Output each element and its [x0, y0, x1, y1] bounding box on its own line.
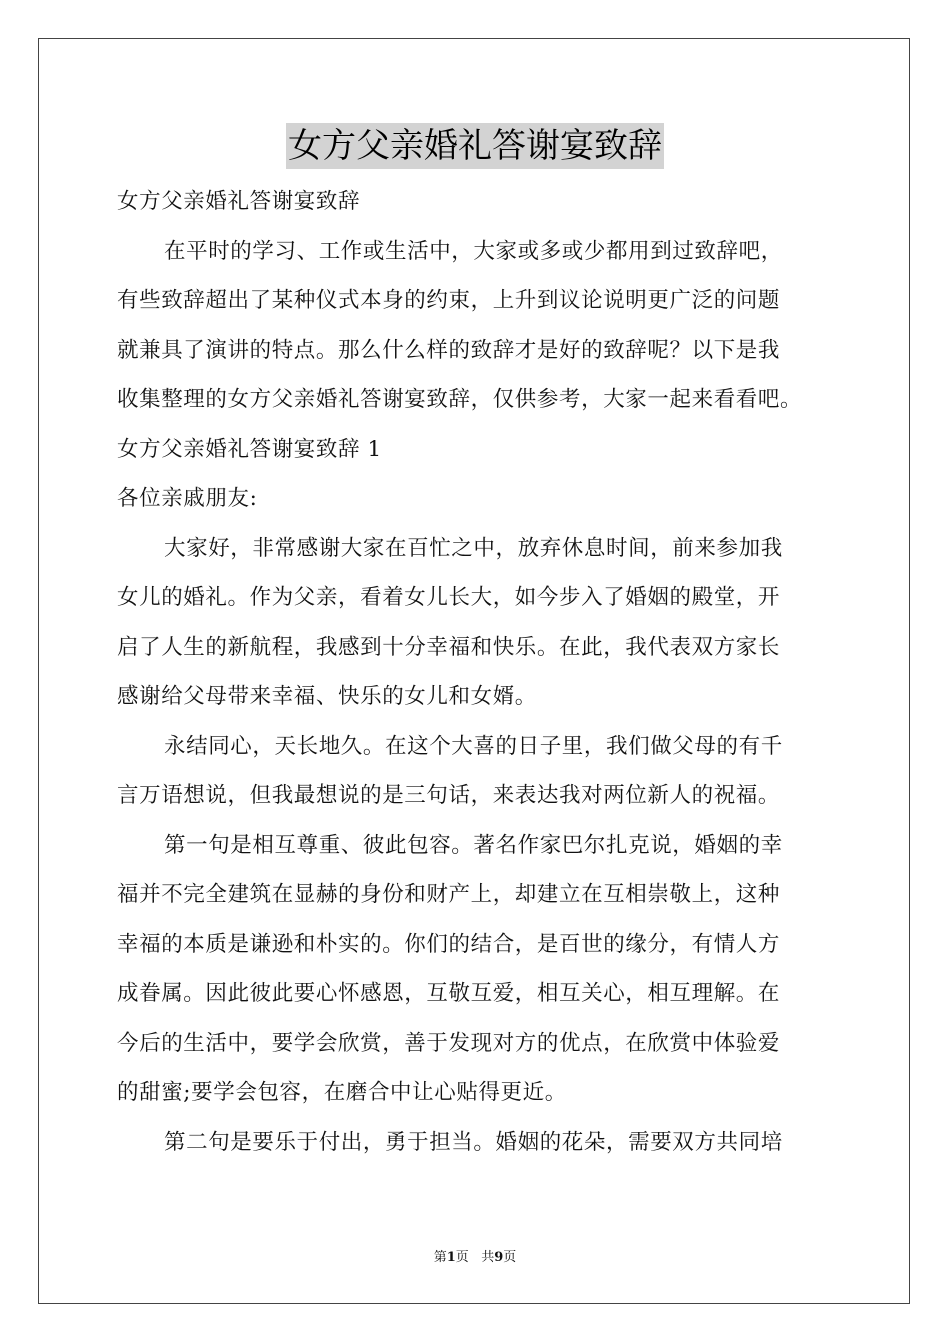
text-line: 女儿的婚礼。作为父亲，看着女儿长大，如今步入了婚姻的殿堂，开 — [117, 585, 781, 610]
text-line: 收集整理的女方父亲婚礼答谢宴致辞，仅供参考，大家一起来看看吧。 — [117, 387, 803, 412]
document-title: 女方父亲婚礼答谢宴致辞 — [286, 123, 664, 169]
page-total: 9 — [494, 1250, 504, 1265]
text-line: 有些致辞超出了某种仪式本身的约束，上升到议论说明更广泛的问题 — [117, 288, 781, 313]
text-line: 第二句是要乐于付出，勇于担当。婚姻的花朵，需要双方共同培 — [164, 1129, 783, 1155]
text-line: 就兼具了演讲的特点。那么什么样的致辞才是好的致辞呢？以下是我 — [117, 337, 781, 363]
text-line: 成眷属。因此彼此要心怀感恩，互敬互爱，相互关心，相互理解。在 — [117, 981, 781, 1006]
document-body — [117, 177, 849, 1167]
text-line: 永结同心，天长地久。在这个大喜的日子里，我们做父母的有千 — [164, 733, 783, 759]
title-container — [0, 123, 950, 169]
text-line: 感谢给父母带来幸福、快乐的女儿和女婿。 — [117, 684, 537, 709]
text-line: 各位亲戚朋友: — [117, 486, 258, 511]
text-line: 大家好，非常感谢大家在百忙之中，放弃休息时间，前来参加我 — [164, 535, 783, 561]
total-prefix: 共 — [481, 1250, 495, 1265]
text-line: 第一句是相互尊重、彼此包容。著名作家巴尔扎克说，婚姻的幸 — [164, 832, 783, 858]
text-line: 启了人生的新航程，我感到十分幸福和快乐。在此，我代表双方家长 — [117, 634, 781, 660]
text-line: 女方父亲婚礼答谢宴致辞 1 — [117, 436, 382, 462]
text-line: 幸福的本质是谦逊和朴实的。你们的结合，是百世的缘分，有情人方 — [117, 931, 781, 957]
text-line: 女方父亲婚礼答谢宴致辞 — [117, 189, 361, 214]
page-current: 1 — [446, 1250, 456, 1265]
text-line: 言万语想说，但我最想说的是三句话，来表达我对两位新人的祝福。 — [117, 783, 781, 808]
total-suffix: 页 — [503, 1250, 517, 1265]
page-prefix: 第 — [433, 1250, 447, 1265]
text-line: 今后的生活中，要学会欣赏，善于发现对方的优点，在欣赏中体验爱 — [117, 1030, 781, 1056]
text-line: 在平时的学习、工作或生活中，大家或多或少都用到过致辞吧， — [164, 238, 783, 264]
page-suffix: 页 — [455, 1250, 469, 1265]
text-line: 福并不完全建筑在显赫的身份和财产上，却建立在互相崇敬上，这种 — [117, 882, 781, 907]
text-line: 的甜蜜;要学会包容，在磨合中让心贴得更近。 — [117, 1080, 567, 1105]
page-footer — [0, 1246, 950, 1265]
